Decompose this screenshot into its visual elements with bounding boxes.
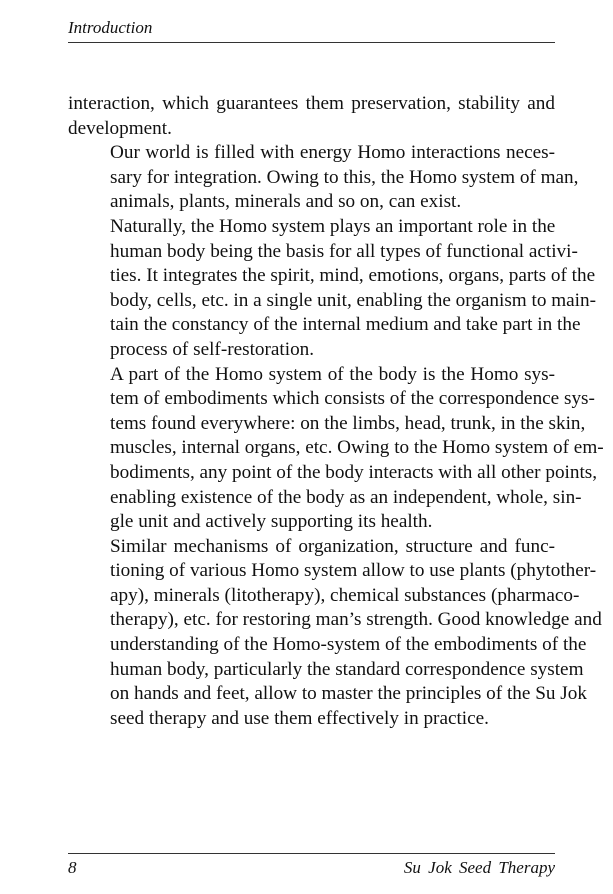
paragraph xyxy=(68,535,602,732)
text-line: bodiments, any point of the body interacts with all other points, xyxy=(110,461,598,483)
text-line: A part of the Homo system of the body is the Homo sys- xyxy=(110,363,555,385)
book-title: Su Jok Seed Therapy xyxy=(403,858,555,877)
paragraph xyxy=(68,363,604,535)
text-line: tem of embodiments which consists of the correspondence sys- xyxy=(110,388,595,410)
text-line: enabling existence of the body as an independent, whole, sin- xyxy=(110,486,582,508)
running-head: Introduction xyxy=(68,18,153,37)
text-line: human body being the basis for all types of functional activi- xyxy=(110,240,578,262)
text-line: Our world is filled with energy Homo interactions neces- xyxy=(110,142,555,164)
text-line: muscles, internal organs, etc. Owing to the Homo system of em- xyxy=(110,437,604,459)
text-line: sary for integration. Owing to this, the Homo system of man, xyxy=(110,166,579,188)
footer-rule xyxy=(68,853,555,854)
text-line: animals, plants, minerals and so on, can exist. xyxy=(110,191,462,213)
text-line: understanding of the Homo-system of the embodiments of the xyxy=(110,634,587,656)
page-number: 8 xyxy=(68,858,77,877)
text-line: Similar mechanisms of organization, structure and func- xyxy=(110,535,555,557)
paragraph xyxy=(68,215,596,363)
text-line: process of self-restoration. xyxy=(110,338,315,360)
paragraph xyxy=(68,92,555,141)
text-line: interaction, which guarantees them preservation, stability and xyxy=(68,93,555,114)
text-line: seed therapy and use them effectively in practice. xyxy=(110,707,489,729)
text-line: ties. It integrates the spirit, mind, emotions, organs, parts of the xyxy=(110,265,596,287)
text-line: body, cells, etc. in a single unit, enabling the organism to main- xyxy=(110,289,596,311)
text-line: tioning of various Homo system allow to use plants (phytother- xyxy=(110,560,597,582)
text-line: gle unit and actively supporting its health. xyxy=(110,511,433,533)
text-line: tems found everywhere: on the limbs, head, trunk, in the skin, xyxy=(110,412,586,434)
text-line: human body, particularly the standard correspondence system xyxy=(110,658,584,680)
paragraph xyxy=(68,141,579,215)
header-rule xyxy=(68,42,555,43)
text-line: tain the constancy of the internal medium and take part in the xyxy=(110,314,581,336)
text-line: on hands and feet, allow to master the principles of the Su Jok xyxy=(110,683,587,705)
body-text xyxy=(68,92,604,731)
text-line: apy), minerals (litotherapy), chemical substances (pharmaco- xyxy=(110,584,580,606)
text-line: therapy), etc. for restoring man’s strength. Good knowledge and xyxy=(110,609,602,631)
text-line: development. xyxy=(68,117,172,139)
text-line: Naturally, the Homo system plays an important role in the xyxy=(110,215,556,237)
